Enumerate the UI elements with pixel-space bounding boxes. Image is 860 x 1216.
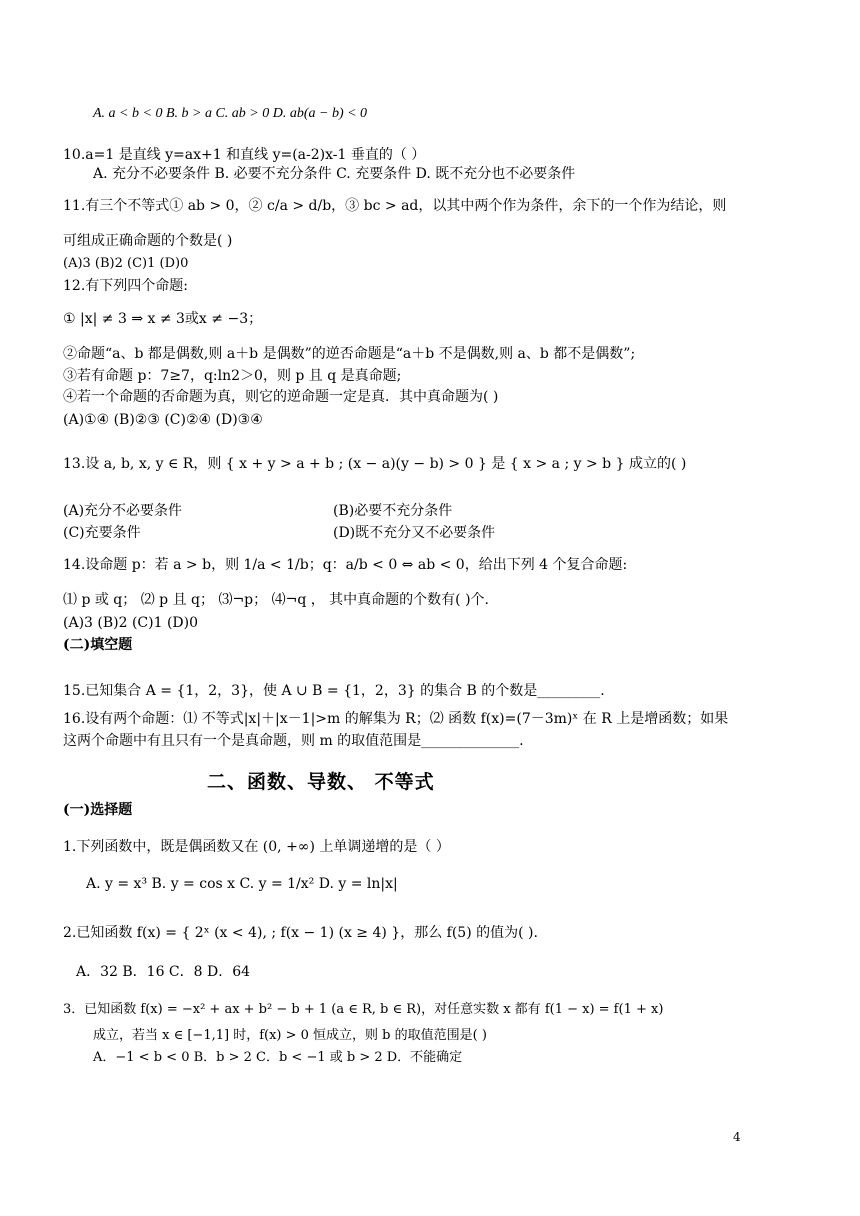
q14-options: (A)3 (B)2 (C)1 (D)0 [63, 615, 199, 631]
q11-stem: 11.有三个不等式① ab > 0，② c/a > d/b，③ bc > ad，以其中两个作为条件，余下的一个作为结论，则 [63, 198, 727, 214]
q11-stem-cont: 可组成正确命题的个数是( ) [63, 233, 233, 249]
page-number: 4 [733, 1130, 741, 1144]
q13-option-b: (B)必要不充分条件 [333, 503, 453, 519]
fill-in-heading: (二)填空题 [63, 637, 133, 653]
q16-stem-cont: 这两个命题中有且只有一个是真命题，则 m 的取值范围是______________. [63, 733, 524, 749]
q14-stem: 14.设命题 p：若 a > b，则 1/a < 1/b；q：a/b < 0 ⇔ ab < 0，给出下列 4 个复合命题: [63, 557, 628, 573]
q13-option-a: (A)充分不必要条件 [63, 503, 183, 519]
q15-stem: 15.已知集合 A = {1，2，3}，使 A ∪ B = {1，2，3} 的集合 B 的个数是_________. [63, 683, 605, 699]
q12-item-4: ④若一个命题的否命题为真，则它的逆命题一定是真．其中真命题为( ) [63, 389, 499, 405]
q12-item-3: ③若有命题 p：7≥7，q:ln2＞0，则 p 且 q 是真命题; [63, 368, 402, 384]
s2-q3-options: A．−1 < b < 0 B．b > 2 C．b < −1 或 b > 2 D．不能确定 [93, 1050, 463, 1065]
s2-q3-stem-cont: 成立，若当 x ∈ [−1,1] 时，f(x) > 0 恒成立，则 b 的取值范围是( ) [93, 1028, 487, 1043]
q12-stem: 12.有下列四个命题: [63, 278, 188, 294]
q14-compound: ⑴ p 或 q； ⑵ p 且 q； ⑶¬p； ⑷¬q ， 其中真命题的个数有( )个. [63, 592, 490, 608]
q16-stem: 16.设有两个命题：⑴ 不等式|x|＋|x－1|>m 的解集为 R；⑵ 函数 f(x)=(7－3m)ˣ 在 R 上是增函数；如果 [63, 711, 729, 727]
section-title: 二、函数、导数、 不等式 [207, 771, 435, 793]
q12-item-2: ②命题“a、b 都是偶数,则 a＋b 是偶数”的逆否命题是“a＋b 不是偶数,则 a、b 都不是偶数”; [63, 346, 636, 362]
choice-heading: (一)选择题 [63, 802, 133, 818]
s2-q1-options: A. y = x³ B. y = cos x C. y = 1/x² D. y = ln|x| [86, 876, 398, 892]
q10-stem: 10.a=1 是直线 y=ax+1 和直线 y=(a-2)x-1 垂直的（ ） [63, 147, 426, 163]
q12-item-1: ① |x| ≠ 3 ⇒ x ≠ 3或x ≠ −3； [63, 311, 263, 327]
q13-option-c: (C)充要条件 [63, 525, 141, 541]
q12-options: (A)①④ (B)②③ (C)②④ (D)③④ [63, 412, 263, 428]
q13-stem: 13.设 a, b, x, y ∈ R，则 { x + y > a + b ; (x − a)(y − b) > 0 } 是 { x > a ; y > b } 成立的( ) [63, 456, 687, 472]
s2-q2-stem: 2.已知函数 f(x) = { 2ˣ (x < 4), ; f(x − 1) (x ≥ 4) }，那么 f(5) 的值为( ). [63, 925, 538, 941]
s2-q2-options: A．32 B．16 C．8 D．64 [76, 964, 251, 980]
q13-option-d: (D)既不充分又不必要条件 [333, 525, 496, 541]
q11-options: (A)3 (B)2 (C)1 (D)0 [63, 256, 189, 271]
s2-q1-stem: 1.下列函数中，既是偶函数又在 (0, +∞) 上单调递增的是（ ） [63, 839, 450, 855]
q9-options: A. a < b < 0 B. b > a C. ab > 0 D. ab(a − b) < 0 [93, 106, 368, 121]
q10-options: A. 充分不必要条件 B. 必要不充分条件 C. 充要条件 D. 既不充分也不必要条件 [93, 166, 576, 182]
s2-q3-stem: 3．已知函数 f(x) = −x² + ax + b² − b + 1 (a ∈ R, b ∈ R)，对任意实数 x 都有 f(1 − x) = f(1 + x) [63, 1002, 664, 1017]
